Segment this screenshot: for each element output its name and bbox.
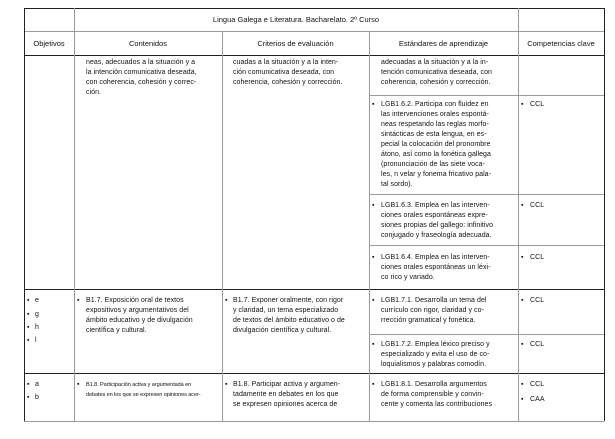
square-bullet-icon: ▪ [27,311,30,318]
row2-standard-2: LGB1.7.2. Emplea léxico preciso y especializado y evita el uso de co- loquialismos y palabras comodín. [381,341,490,368]
row2-contenidos: B1.7. Exposición oral de textos expositivos y argumentativos del ámbito educativo y de divulgación científica y cultural. [86,297,193,334]
square-bullet-icon: ▪ [372,297,375,304]
row1-standard-4: LGB1.6.4. Emplea en las interven- ciones orales espontáneas un léxi- co rico y variado. [381,254,491,281]
square-bullet-icon: ▪ [77,381,80,388]
header-estandares: Estándares de aprendizaje [398,39,489,48]
square-bullet-icon: ▪ [372,341,375,348]
square-bullet-icon: ▪ [521,101,524,108]
row3-objective-2: b [35,394,39,401]
square-bullet-icon: ▪ [521,381,524,388]
square-bullet-icon: ▪ [27,324,30,331]
square-bullet-icon: ▪ [372,202,375,209]
row3-standard-1: LGB1.8.1. Desarrolla argumentos de forma comprensible y convin- cente y comenta las contribuciones [381,381,493,408]
std-divider-2 [369,194,604,195]
square-bullet-icon: ▪ [521,396,524,403]
row2-standard-1-competence: CCL [530,297,545,304]
row1-standard-3: LGB1.6.3. Emplea en las interven- ciones orales espontáneas expre- siones propias del gallego: infinitivo conjugado y fraseología adecuada. [381,202,494,239]
col-divider-2 [222,31,223,421]
header-criterios: Criterios de evaluación [257,39,334,48]
row2-objective-4: l [35,337,37,344]
square-bullet-icon: ▪ [372,381,375,388]
row3-competence-1: CCL [530,381,545,388]
row2-standard-1: LGB1.7.1. Desarrolla un tema del currículo con rigor, claridad y co- rrección gramatical y fonética. [381,297,487,324]
square-bullet-icon: ▪ [27,381,30,388]
row1-standard-continued: adecuadas a la situación y a la in- tención comunicativa deseada, con coherencia, cohesión y corrección. [381,59,492,86]
std-divider-1 [369,95,604,96]
col-divider-4 [518,8,519,421]
row2-objective-2: g [35,311,39,318]
table-title: Lingua Galega e Literatura. Bacharelato. 2º Curso [212,15,380,24]
row3-contenidos: B1.8. Participación activa y argumentada en debates en los que se expresen opiniones acer- [86,382,201,398]
row1-standard-2-competence: CCL [530,101,545,108]
row-divider-1 [24,289,604,290]
square-bullet-icon: ▪ [521,297,524,304]
row3-criterios: B1.8. Participar activa y argumen- tadamente en debates en los que se expresen opiniones acerca de [233,381,341,408]
square-bullet-icon: ▪ [27,297,30,304]
header-objetivos: Objetivos [33,39,65,48]
row-divider-2 [24,373,604,374]
table-right-border [604,8,605,421]
table-bottom-border [24,421,604,422]
row2-criterios: B1.7. Exponer oralmente, con rigor y claridad, un tema especializado de textos del ámbito educativo o de divulgación científica y cultural. [233,297,345,334]
square-bullet-icon: ▪ [225,381,228,388]
row1-standard-2: LGB1.6.2. Participa con fluidez en las intervenciones orales espontá- neas respetando las reglas morfo- sintácticas de esta lengua, en es- pecial la colocación del pronombre átono, así como la fonética gallega (pronunciación de las siete voca- les, n velar y fonema fricativo pala- tal sordo). [381,101,492,188]
square-bullet-icon: ▪ [77,297,80,304]
row3-competence-2: CAA [530,396,545,403]
row1-contenidos: neas, adecuados a la situación y a la intención comunicativa deseada, con coherencia, cohesión y correc- ción. [86,59,197,96]
square-bullet-icon: ▪ [27,394,30,401]
title-row-divider [24,31,604,32]
row2-objective-3: h [35,324,39,331]
header-competencias: Competencias clave [527,39,595,48]
table-top-border [24,8,604,9]
square-bullet-icon: ▪ [225,297,228,304]
col-divider-1 [74,8,75,421]
std-divider-4 [369,334,604,335]
header-contenidos: Contenidos [129,39,167,48]
col-divider-3 [369,31,370,421]
header-bottom-border [24,55,604,56]
row3-objective-1: a [35,381,39,388]
square-bullet-icon: ▪ [521,202,524,209]
table-left-border [24,8,25,421]
square-bullet-icon: ▪ [521,254,524,261]
square-bullet-icon: ▪ [372,254,375,261]
std-divider-3 [369,245,604,246]
square-bullet-icon: ▪ [372,101,375,108]
square-bullet-icon: ▪ [27,337,30,344]
row2-standard-2-competence: CCL [530,341,545,348]
row1-standard-4-competence: CCL [530,254,545,261]
row2-objective-1: e [35,297,39,304]
row1-criterios: cuadas a la situación y a la inten- ción comunicativa deseada, con coherencia, cohesión y corrección. [233,59,343,86]
square-bullet-icon: ▪ [521,341,524,348]
row1-standard-3-competence: CCL [530,202,545,209]
